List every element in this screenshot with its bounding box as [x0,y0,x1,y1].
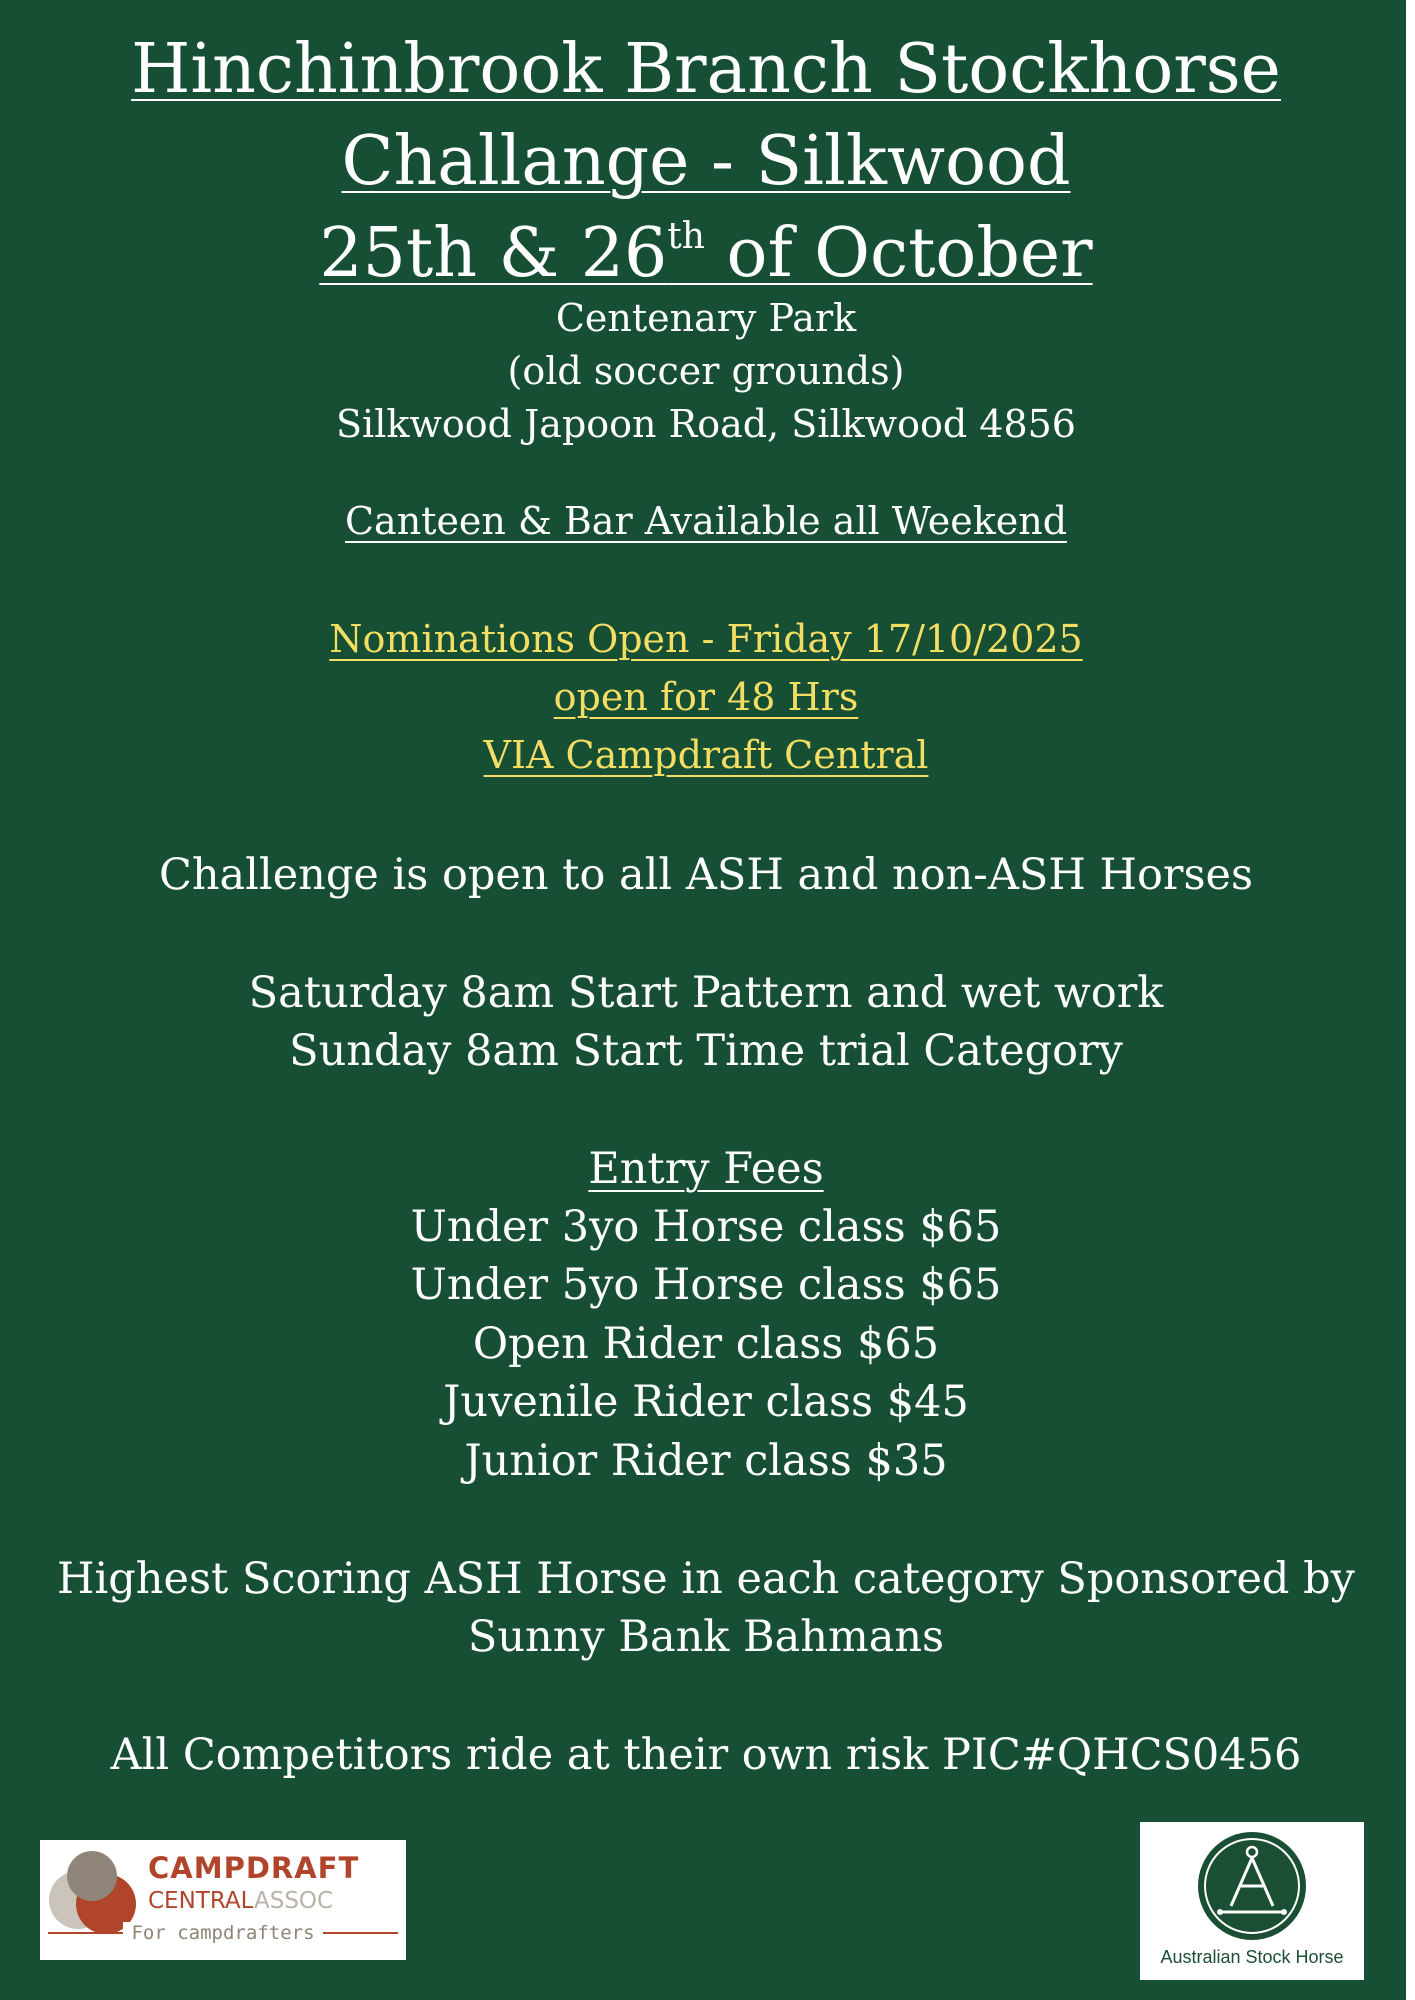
fee-item: Junior Rider class $35 [464,1436,948,1486]
date-main: 25th & 26 [319,214,668,293]
nominations-duration: open for 48 Hrs [553,675,859,719]
australian-stock-horse-logo [1140,1822,1364,1980]
canteen-notice: Canteen & Bar Available all Weekend [344,499,1068,543]
nominations-via: VIA Campdraft Central [483,733,929,777]
entry-fees-heading: Entry Fees [588,1144,824,1194]
disclaimer: All Competitors ride at their own risk PIC#QHCS0456 [110,1730,1302,1780]
date-superscript: th [667,216,705,257]
schedule-saturday: Saturday 8am Start Pattern and wet work [248,968,1164,1018]
fee-item: Under 3yo Horse class $65 [410,1202,1002,1252]
sponsor-line-1: Highest Scoring ASH Horse in each category Sponsored by [57,1554,1355,1604]
campdraft-central-logo [40,1840,406,1960]
campdraft-sub [148,1890,333,1913]
campdraft-central: CENTRAL [148,1888,254,1914]
title-line-2: Challange - Silkwood [341,122,1071,201]
event-date [0,214,1412,293]
campdraft-assoc: ASSOC [253,1888,334,1914]
nominations-open: Nominations Open - Friday 17/10/2025 [329,617,1083,661]
schedule-sunday: Sunday 8am Start Time trial Category [289,1026,1123,1076]
venue-name: Centenary Park [555,296,857,340]
eligibility-text: Challenge is open to all ASH and non-ASH Horses [158,850,1254,900]
fee-item: Juvenile Rider class $45 [443,1377,969,1427]
fee-item: Open Rider class $65 [472,1319,940,1369]
venue-address: Silkwood Japoon Road, Silkwood 4856 [336,402,1076,446]
venue-note: (old soccer grounds) [507,349,905,393]
fee-item: Under 5yo Horse class $65 [410,1260,1002,1310]
ash-logo-text: Australian Stock Horse [1160,1947,1344,1967]
campdraft-name: CAMPDRAFT [148,1851,360,1885]
sponsor-line-2: Sunny Bank Bahmans [467,1612,945,1662]
campdraft-tagline: For campdrafters [123,1922,322,1944]
title-line-1: Hinchinbrook Branch Stockhorse [131,30,1281,109]
campdraft-tagline-wrap [40,1924,406,1943]
ash-brand-icon [1140,1822,1364,1946]
date-month: of October [704,214,1093,293]
